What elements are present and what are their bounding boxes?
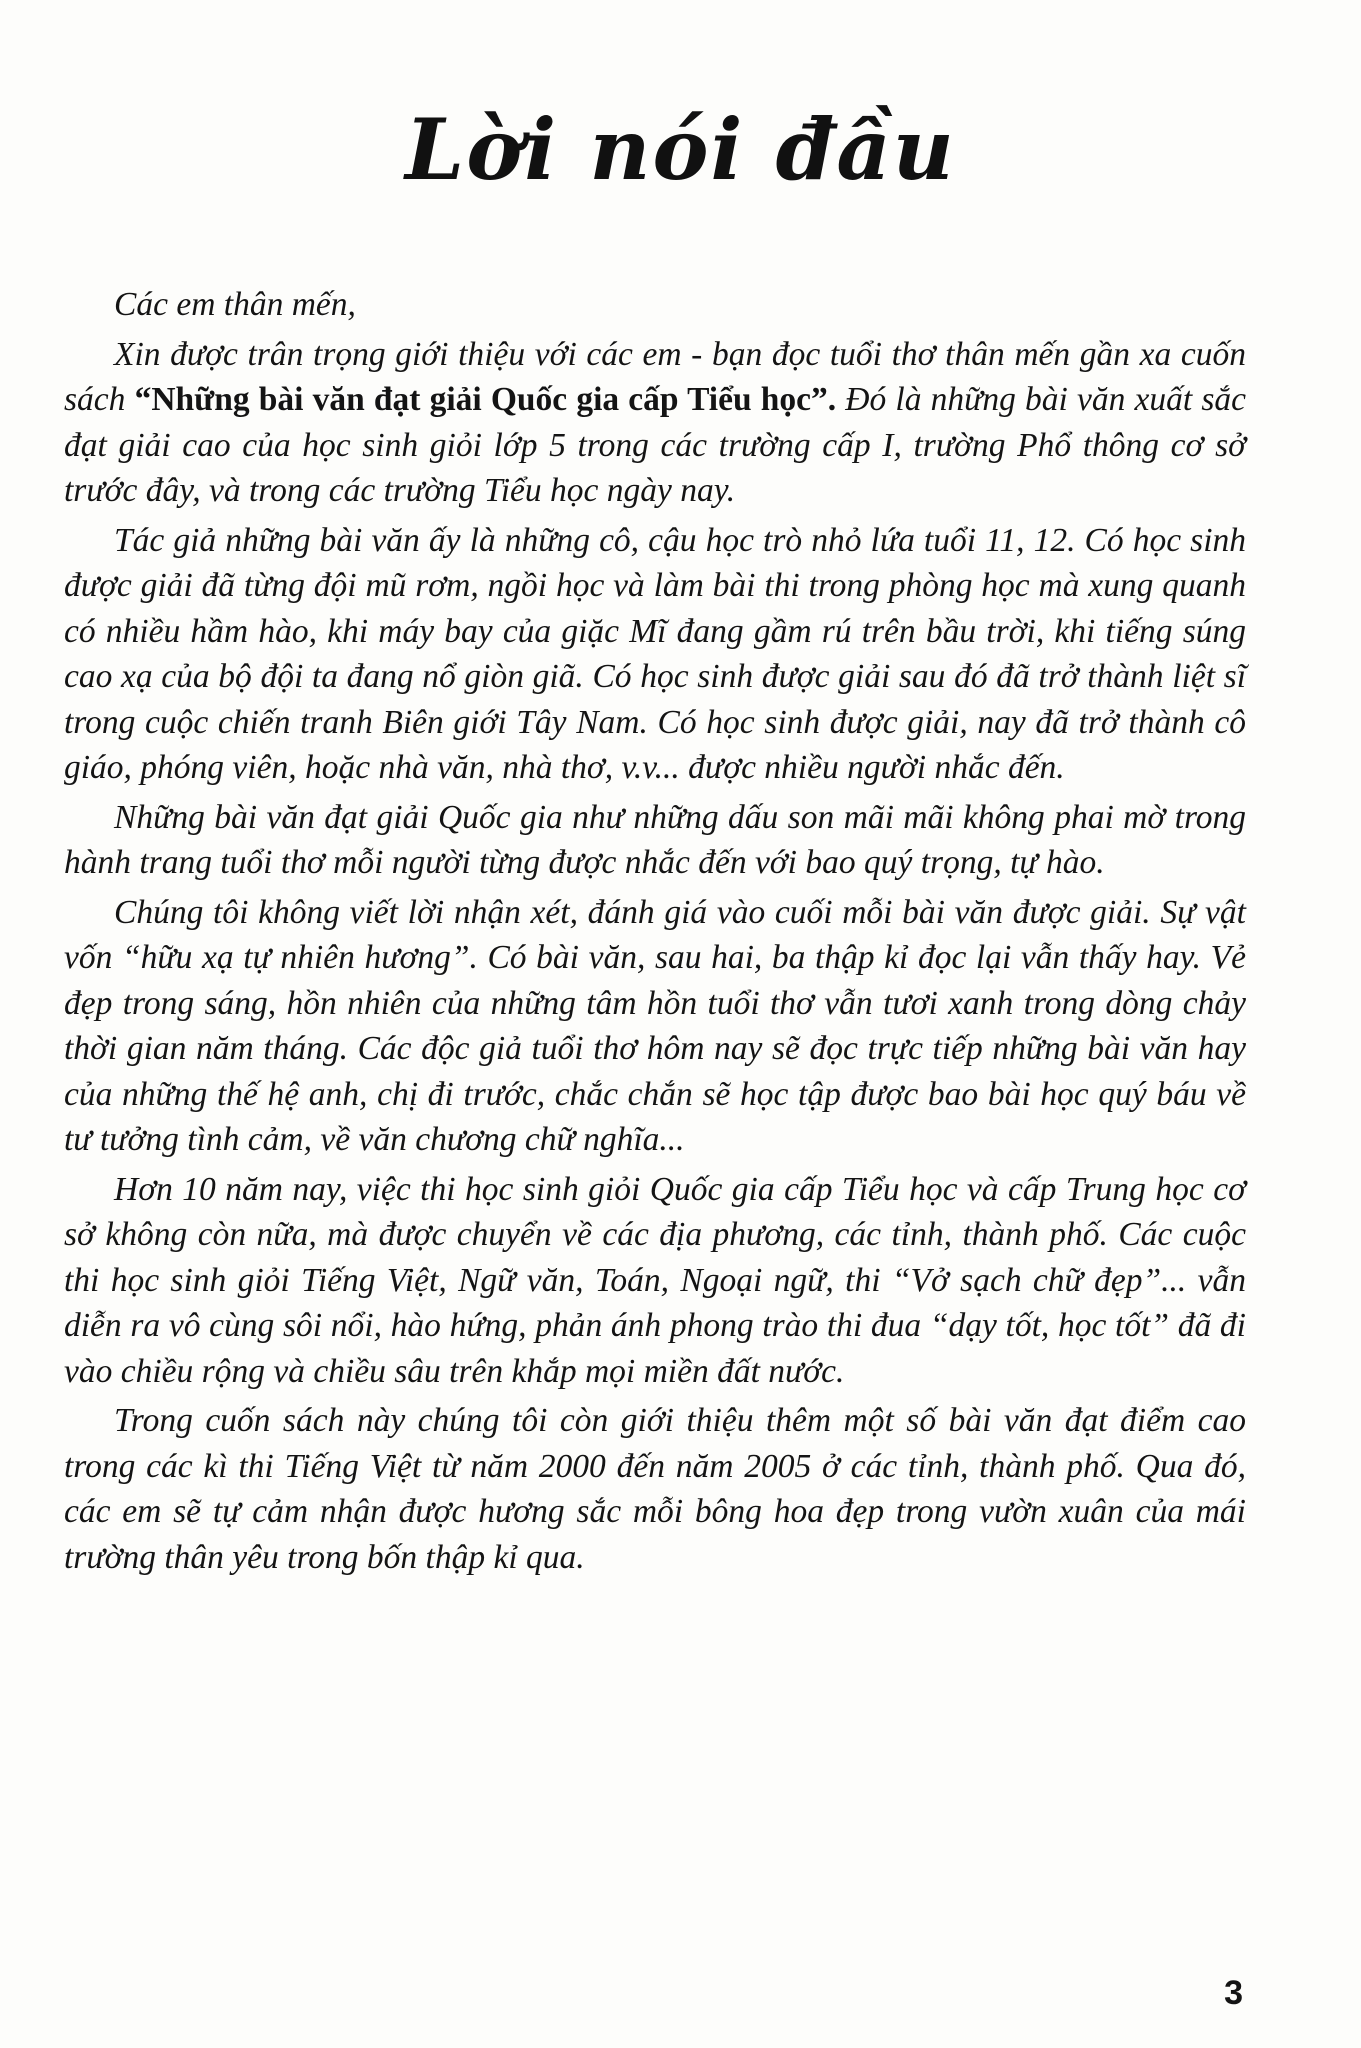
paragraph-1-before: Xin được trân trọng giới thiệu với các em - bạn đọc tuổi thơ thân mến gần xa cuốn sách: [64, 335, 1246, 418]
page-number: 3: [1224, 1974, 1243, 2012]
paragraph-4: Chúng tôi không viết lời nhận xét, đánh giá vào cuối mỗi bài văn được giải. Sự vật vốn “hữu xạ tự nhiên hương”. Có bài văn, sau hai, ba thập kỉ đọc lại vẫn thấy hay. Vẻ đẹp trong sáng, hồn nhiên của những tâm hồn tuổi thơ vẫn tươi xanh trong dòng chảy thời gian năm tháng. Các độc giả tuổi thơ hôm nay sẽ đọc trực tiếp những bài văn hay của những thế hệ anh, chị đi trước, chắc chắn sẽ học tập được bao bài học quý báu về tư tưởng tình cảm, về văn chương chữ nghĩa...: [64, 893, 1246, 1158]
paragraph-1: [64, 332, 1246, 514]
paragraph-2: Tác giả những bài văn ấy là những cô, cậu học trò nhỏ lứa tuổi 11, 12. Có học sinh được giải đã từng đội mũ rơm, ngồi học và làm bài thi trong phòng học mà xung quanh có nhiều hầm hào, khi máy bay của giặc Mĩ đang gầm rú trên bầu trời, khi tiếng súng cao xạ của bộ đội ta đang nổ giòn giã. Có học sinh được giải sau đó đã trở thành liệt sĩ trong cuộc chiến tranh Biên giới Tây Nam. Có học sinh được giải, nay đã trở thành cô giáo, phóng viên, hoặc nhà văn, nhà thơ, v.v... được nhiều người nhắc đến.: [64, 521, 1246, 786]
page-title: Lời nói đầu: [405, 100, 956, 199]
book-title-bold: “Những bài văn đạt giải Quốc gia cấp Tiểu học”.: [134, 381, 837, 418]
paragraph-5: Hơn 10 năm nay, việc thi học sinh giỏi Quốc gia cấp Tiểu học và cấp Trung học cơ sở không còn nữa, mà được chuyển về các địa phương, các tỉnh, thành phố. Các cuộc thi học sinh giỏi Tiếng Việt, Ngữ văn, Toán, Ngoại ngữ, thi “Vở sạch chữ đẹp”... vẫn diễn ra vô cùng sôi nổi, hào hứng, phản ánh phong trào thi đua “dạy tốt, học tốt” đã đi vào chiều rộng và chiều sâu trên khắp mọi miền đất nước.: [64, 1170, 1246, 1390]
paragraph-3: Những bài văn đạt giải Quốc gia như những dấu son mãi mãi không phai mờ trong hành trang tuổi thơ mỗi người từng được nhắc đến với bao quý trọng, tự hào.: [64, 798, 1246, 881]
preface-body: [64, 282, 1246, 1584]
paragraph-1-after: Đó là những bài văn xuất sắc đạt giải cao của học sinh giỏi lớp 5 trong các trường cấp I, trường Phổ thông cơ sở trước đây, và trong các trường Tiểu học ngày nay.: [64, 381, 1247, 509]
paragraph-6: Trong cuốn sách này chúng tôi còn giới thiệu thêm một số bài văn đạt điểm cao trong các kì thi Tiếng Việt từ năm 2000 đến năm 2005 ở các tỉnh, thành phố. Qua đó, các em sẽ tự cảm nhận được hương sắc mỗi bông hoa đẹp trong vườn xuân của mái trường thân yêu trong bốn thập kỉ qua.: [64, 1402, 1246, 1576]
salutation: Các em thân mến,: [114, 286, 356, 323]
